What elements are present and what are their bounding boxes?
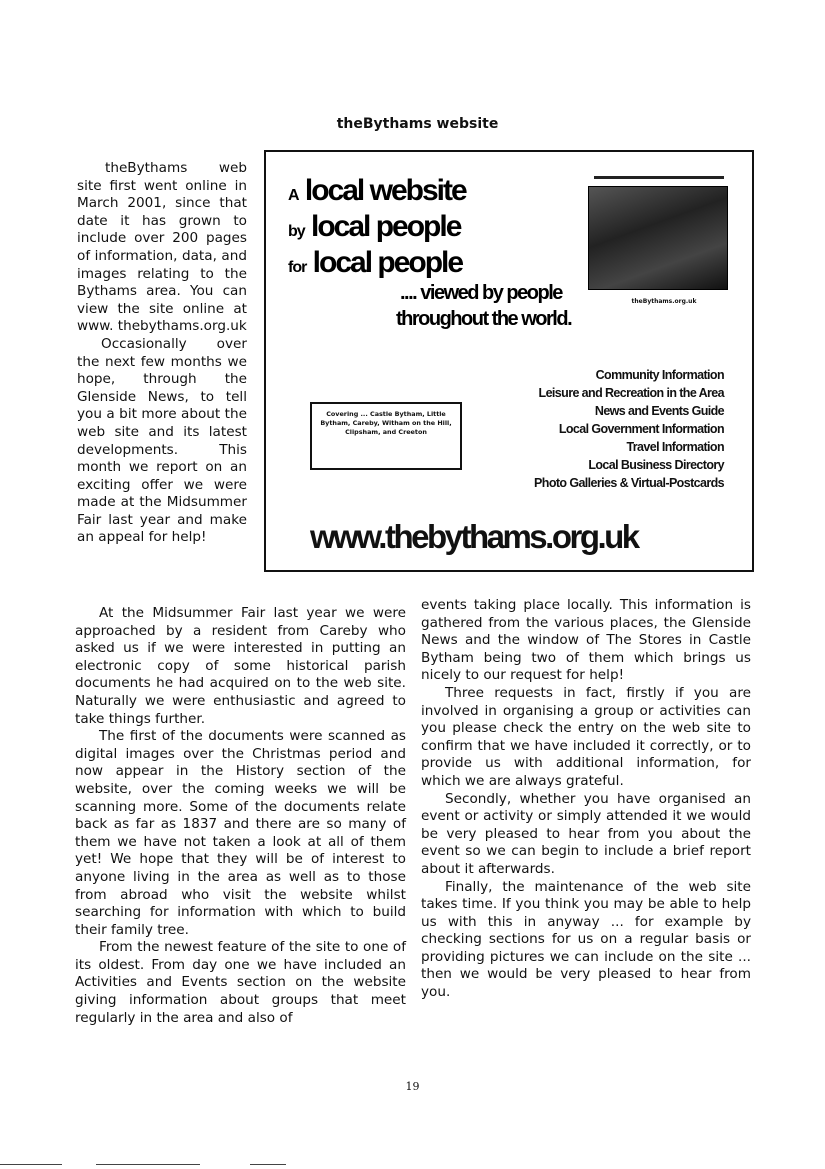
coverage-box: Covering ... Castle Bytham, Little Bytham, Careby, Witham on the Hill, Clipsham, and Creeton [310,402,462,470]
section-item: Local Business Directory [588,458,724,472]
website-url: www.thebythams.org.uk [310,518,638,555]
intro-paragraph-1: theBythams web site first went online in March 2001, since that date it has grown to include over 200 pages of information, data, and images relating to the Bythams area. You can view the site online at www. thebythams.org.uk [77,160,247,335]
website-advert [264,150,754,572]
right-paragraph-4: Finally, the maintenance of the web site takes time. If you think you may be able to help us with this in anyway ... for example by checking sections for us on a regular basis or providing pictures we can include on the site ... then we would be very pleased to hear from you. [421,878,751,1001]
left-column [75,605,406,1027]
scan-edge-line [96,1164,200,1165]
section-item: News and Events Guide [594,404,724,418]
section-item: Leisure and Recreation in the Area [538,386,724,400]
section-list [534,366,724,492]
intro-paragraph-2: Occasionally over the next few months we hope, through the Glenside News, to tell you a bit more about the web site and its latest developments. This month we report on an exciting offer we were made at the Midsummer Fair last year and make an appeal for help! [77,335,247,546]
intro-column [77,160,247,547]
scan-edge-line [0,1164,62,1165]
photo-header-bar [594,176,724,179]
section-item: Travel Information [626,440,724,454]
photo-caption: theBythams.org.uk [631,298,697,305]
advert-line-3: for local people [288,246,463,279]
advert-line-5: throughout the world. [396,308,572,330]
advert-line-4: .... viewed by people [400,282,562,304]
page-title: theBythams website [336,116,499,132]
page-number: 19 [405,1080,420,1093]
section-item: Community Information [595,368,724,382]
left-paragraph-3: From the newest feature of the site to one of its oldest. From day one we have included an Activities and Events section on the website giving information about groups that meet regularly in the area and also of [75,939,406,1026]
advert-line-2: by local people [288,210,461,243]
scan-edge-line [250,1164,286,1165]
left-paragraph-1: At the Midsummer Fair last year we were approached by a resident from Careby who asked us if we were interested in putting an electronic copy of some historical parish documents he had acquired on to the web site. Naturally we were enthusiastic and agreed to take things further. [75,605,406,727]
right-paragraph-2: Three requests in fact, firstly if you are involved in organising a group or activities can you please check the entry on the web site to confirm that we have included it correctly, or to provide us with additional information, for which we are always grateful. [421,684,751,789]
village-photo [588,186,728,290]
section-item: Local Government Information [558,422,724,436]
right-column [421,597,751,1002]
section-item: Photo Galleries & Virtual-Postcards [534,476,724,490]
right-paragraph-3: Secondly, whether you have organised an event or activity or simply attended it we would be very pleased to hear from you about the event so we can begin to include a brief report about it afterwards. [421,790,751,877]
left-paragraph-2: The first of the documents were scanned as digital images over the Christmas period and now appear in the History section of the website, over the coming weeks we will be scanning more. Some of the documents relate back as far as 1837 and there are so many of them we have not taken a look at all of them yet! We hope that they will be of interest to anyone living in the area as well as to those from abroad who visit the website whilst searching for information with which to build their family tree. [75,728,406,938]
right-paragraph-1: events taking place locally. This information is gathered from the various places, the Glenside News and the window of The Stores in Castle Bytham being two of them which brings us nicely to our request for help! [421,597,751,684]
advert-line-1: A local website [288,174,466,207]
